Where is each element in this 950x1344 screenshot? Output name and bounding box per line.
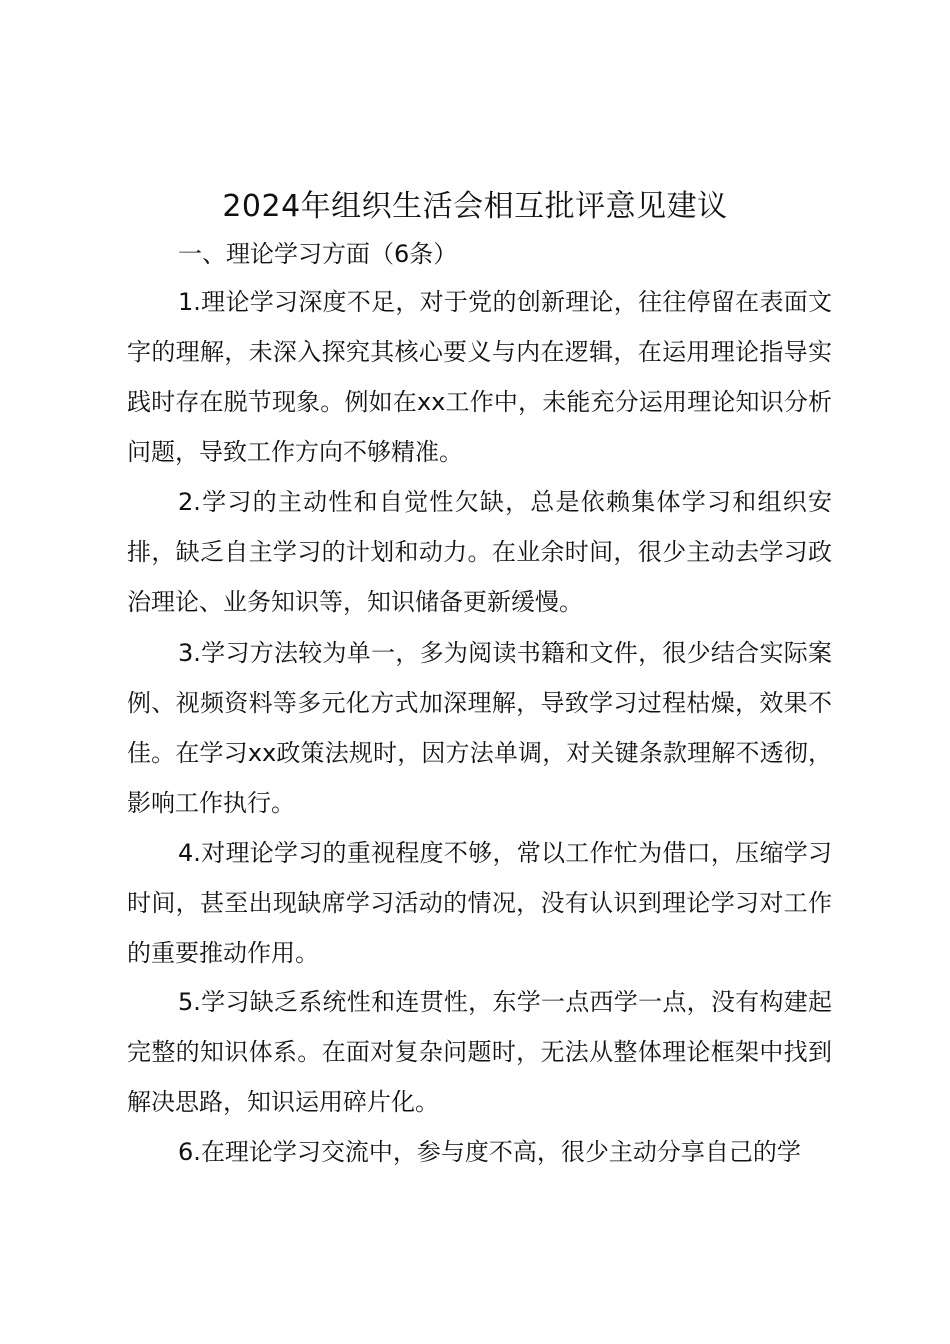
- paragraph-6: 6.在理论学习交流中，参与度不高，很少主动分享自己的学: [178, 1138, 801, 1166]
- paragraph-2: 2.学习的主动性和自觉性欠缺，总是依赖集体学习和组织安排，缺乏自主学习的计划和动力。在业余时间，很少主动去学习政治理论、业务知识等，知识储备更新缓慢。: [127, 488, 832, 616]
- paragraph-5: 5.学习缺乏系统性和连贯性，东学一点西学一点，没有构建起完整的知识体系。在面对复杂问题时，无法从整体理论框架中找到解决思路，知识运用碎片化。: [127, 988, 832, 1116]
- paragraph-4: 4.对理论学习的重视程度不够，常以工作忙为借口，压缩学习时间，甚至出现缺席学习活动的情况，没有认识到理论学习对工作的重要推动作用。: [127, 839, 832, 967]
- paragraph-3: 3.学习方法较为单一，多为阅读书籍和文件，很少结合实际案例、视频资料等多元化方式加深理解，导致学习过程枯燥，效果不佳。在学习xx政策法规时，因方法单调，对关键条款理解不透彻，影响工作执行。: [127, 639, 832, 817]
- paragraph-1: 1.理论学习深度不足，对于党的创新理论，往往停留在表面文字的理解，未深入探究其核心要义与内在逻辑，在运用理论指导实践时存在脱节现象。例如在xx工作中，未能充分运用理论知识分析问题，导致工作方向不够精准。: [127, 288, 832, 466]
- section-heading: 一、理论学习方面（6条）: [178, 240, 458, 268]
- document-title: 2024年组织生活会相互批评意见建议: [222, 189, 728, 224]
